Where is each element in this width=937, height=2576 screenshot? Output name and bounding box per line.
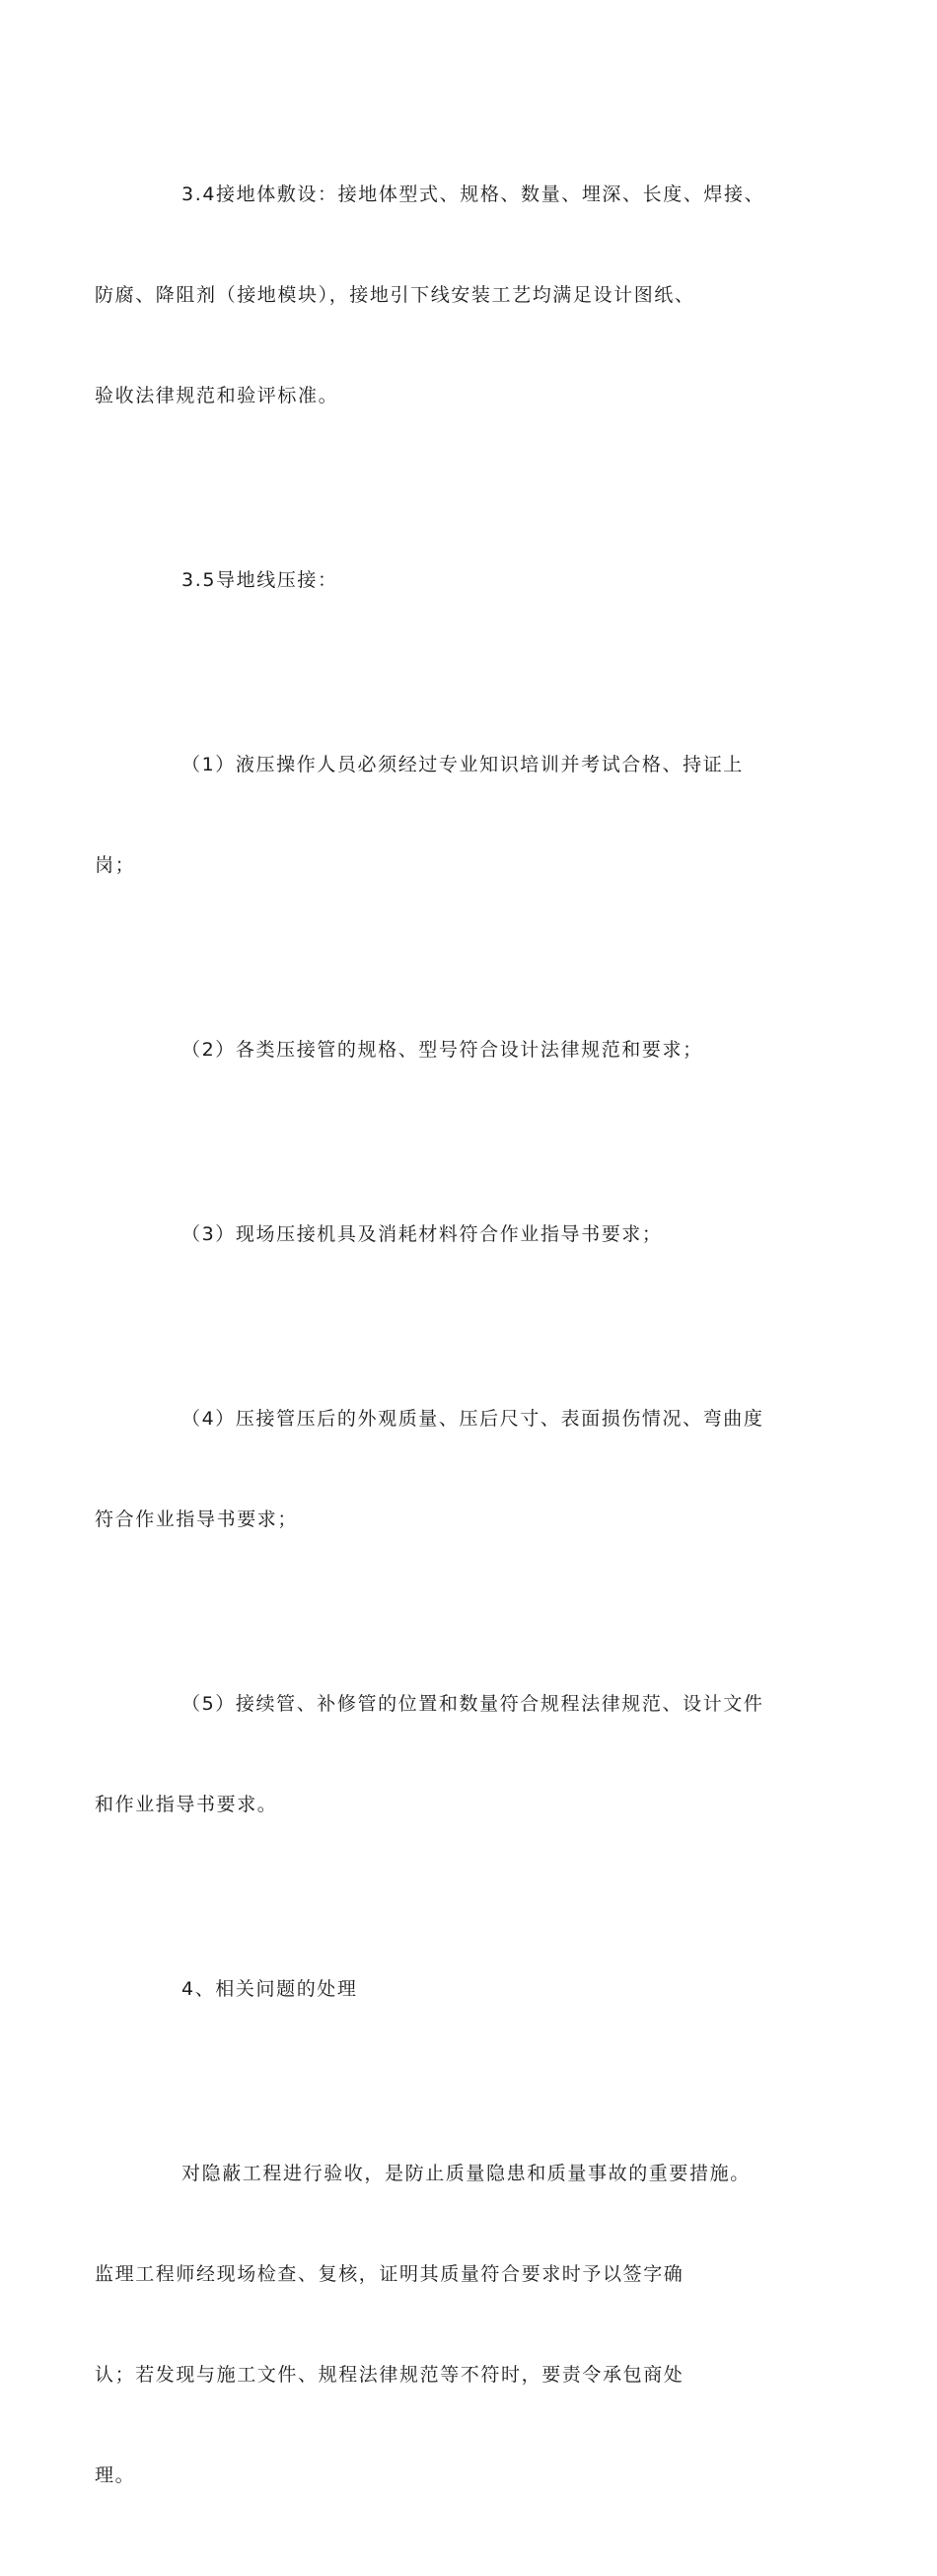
- text-line: （1）液压操作人员必须经过专业知识培训并考试合格、持证上: [181, 754, 744, 775]
- text-line: 岗；: [95, 854, 136, 876]
- text-line: （3）现场压接机具及消耗材料符合作业指导书要求；: [181, 1223, 663, 1245]
- paragraph-item-4: [95, 1335, 801, 1603]
- paragraph-item-3: [138, 1150, 801, 1318]
- text-line: 认；若发现与施工文件、规程法律规范等不符时，要责令承包商处: [95, 2364, 685, 2386]
- paragraph-hidden-works-acceptance: [95, 2090, 801, 2559]
- text-line: 4、相关问题的处理: [181, 1978, 358, 2000]
- text-line: （5）接续管、补修管的位置和数量符合规程法律规范、设计文件: [181, 1693, 764, 1715]
- text-line: 验收法律规范和验评标准。: [95, 385, 339, 406]
- text-line: 理。: [95, 2465, 136, 2486]
- text-line: 对隐蔽工程进行验收，是防止质量隐患和质量事故的重要措施。: [181, 2163, 751, 2184]
- paragraph-item-1: [95, 681, 801, 949]
- text-line: 和作业指导书要求。: [95, 1794, 278, 1815]
- text-line: （4）压接管压后的外观质量、压后尺寸、表面损伤情况、弯曲度: [181, 1408, 764, 1430]
- paragraph-item-2: [138, 966, 801, 1134]
- text-line: 符合作业指导书要求；: [95, 1509, 299, 1530]
- text-line: 3.5导地线压接：: [181, 569, 338, 591]
- document-body: [95, 110, 801, 2576]
- paragraph-conductor-crimping-heading: [138, 496, 801, 664]
- text-line: 3.4接地体敷设：接地体型式、规格、数量、埋深、长度、焊接、: [181, 184, 765, 205]
- paragraph-item-5: [95, 1620, 801, 1888]
- paragraph-grounding-installation: [95, 110, 801, 479]
- text-line: 防腐、降阻剂（接地模块），接地引下线安装工艺均满足设计图纸、: [95, 284, 695, 306]
- text-line: 监理工程师经现场检查、复核，证明其质量符合要求时予以签字确: [95, 2263, 685, 2285]
- paragraph-section-4-heading: [138, 1905, 801, 2073]
- text-line: （2）各类压接管的规格、型号符合设计法律规范和要求；: [181, 1039, 703, 1061]
